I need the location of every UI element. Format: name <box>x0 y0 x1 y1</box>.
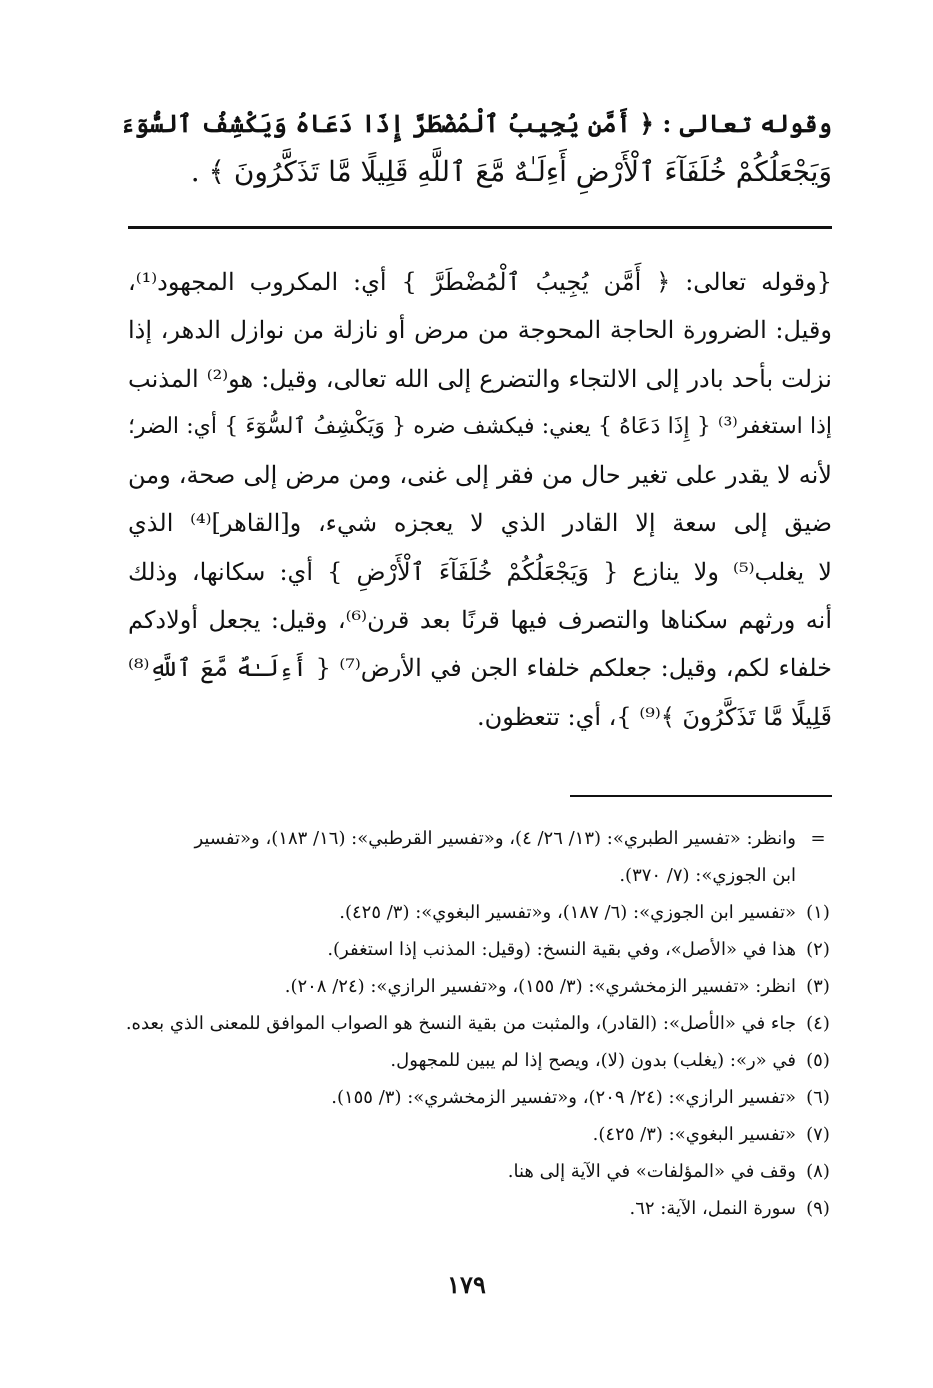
footnote-text: انظر: «تفسير الزمخشري»: (٣/ ١٥٥)، و«تفسير الرازي»: (٢٤/ ٢٠٨). <box>284 976 796 997</box>
footnote-text: وقف في «المؤلفات» في الآية إلى هنا. <box>507 1161 796 1182</box>
footnote-number: (١) <box>806 902 830 923</box>
footnote-number: (٨) <box>806 1161 830 1182</box>
section-divider <box>128 226 832 229</box>
footnote-item <box>120 1116 840 1153</box>
footnote-continuation <box>120 820 840 857</box>
footnote-text: «تفسير البغوي»: (٣/ ٤٢٥). <box>592 1124 796 1145</box>
commentary-line: لأنه لا يقدر على تغير حال من فقر إلى غنى، ومن مرض إلى صحة، ومن <box>128 461 832 490</box>
footnote-text: وانظر: «تفسير الطبري»: (١٣/ ٢٦/ ٤)، و«تفسير القرطبي»: (١٦/ ١٨٣)، و«تفسير <box>194 828 796 849</box>
footnote-item <box>120 1042 840 1079</box>
commentary-line: لا يغلب⁽⁵⁾ ولا ينازع { وَيَجْعَلُكُمْ خُلَفَآءَ ٱلْأَرْضِ } أي: سكانها، وذلك <box>128 557 832 586</box>
commentary-line: خلفاء لكم، وقيل: جعلكم خلفاء الجن في الأرض⁽⁷⁾ { أَءِلَـٰهٌ مَّعَ ٱللَّهِ⁽⁸⁾ <box>128 654 833 683</box>
page-number: ١٧٩ <box>447 1270 486 1299</box>
footnote-item <box>120 1079 840 1116</box>
commentary-line: {وقوله تعالى: ﴿ أَمَّن يُجِيبُ ٱلْمُضْطَرَّ } أي: المكروب المجهود⁽¹⁾، <box>128 268 832 296</box>
footnote-number: (٤) <box>806 1013 830 1034</box>
footnote-number: (٢) <box>806 939 830 960</box>
continuation-marker: = <box>810 828 826 849</box>
verse-line-2: وَيَجْعَلُكُمْ خُلَفَآءَ ٱلْأَرْضِ أَءِلَـٰهٌ مَّعَ ٱللَّهِ قَلِيلًا مَّا تَذَكَّرُونَ ﴾ . <box>190 155 832 188</box>
footnote-number: (٥) <box>806 1050 830 1071</box>
footnote-text: سورة النمل، الآية: ٦٢. <box>629 1198 796 1219</box>
footnote-text: هذا في «الأصل»، وفي بقية النسخ: (وقيل: المذنب إذا استغفر). <box>327 939 796 960</box>
footnote-number: (٧) <box>806 1124 830 1145</box>
footnote-number: (٩) <box>806 1198 830 1219</box>
footnote-divider <box>570 795 832 797</box>
footnote-text: «تفسير ابن الجوزي»: (٦/ ١٨٧)، و«تفسير البغوي»: (٣/ ٤٢٥). <box>339 902 796 923</box>
footnote-number: (٦) <box>806 1087 830 1108</box>
footnote-text: في «ر»: (يغلب) بدون (لا)، ويصح إذا لم يبين للمجهول. <box>390 1050 796 1071</box>
commentary-paragraph <box>128 258 832 741</box>
commentary-line: إذا استغفر⁽³⁾ { إِذَا دَعَاهُ } يعني: فيكشف ضره { وَيَكْشِفُ ٱلسُّوٓءَ } أي: الضر؛ <box>128 413 832 439</box>
commentary-line: نزلت بأحد بادر إلى الالتجاء والتضرع إلى الله تعالى، وقيل: هو⁽²⁾ المذنب <box>128 364 832 393</box>
footnote-item <box>120 1153 840 1190</box>
footnote-item <box>120 1190 840 1227</box>
footnote-continuation-line <box>120 857 840 894</box>
commentary-line: أنه ورثهم سكناها والتصرف فيها قرنًا بعد قرن⁽⁶⁾، وقيل: يجعل أولادكم <box>128 606 832 635</box>
footnote-number: (٣) <box>806 976 830 997</box>
footnote-text: «تفسير الرازي»: (٢٤/ ٢٠٩)، و«تفسير الزمخشري»: (٣/ ١٥٥). <box>331 1087 796 1108</box>
footnote-item <box>120 1005 840 1042</box>
footnote-item <box>120 894 840 931</box>
commentary-line: قَلِيلًا مَّا تَذَكَّرُونَ ﴾⁽⁹⁾ }، أي: تتعظون. <box>477 702 832 731</box>
footnote-text: ابن الجوزي»: (٧/ ٣٧٠). <box>619 865 796 886</box>
commentary-line: ضيق إلى سعة إلا القادر الذي لا يعجزه شيء، و[القاهر]⁽⁴⁾ الذي <box>128 509 832 538</box>
footnote-item <box>120 931 840 968</box>
footnote-text: جاء في «الأصل»: (القادر)، والمثبت من بقية النسخ هو الصواب الموافق للمعنى الذي بعده. <box>125 1013 796 1034</box>
commentary-line: وقيل: الضرورة الحاجة المحوجة من مرض أو نازلة من نوازل الدهر، إذا <box>128 316 832 345</box>
footnote-item <box>120 968 840 1005</box>
quranic-verse-block <box>120 100 832 196</box>
verse-line-1: وقوله تعالى : ﴿ أَمَّن يُجِيبُ ٱلْمُضْطَرَّ إِذَا دَعَاهُ وَيَكْشِفُ ٱلسُّوٓءَ <box>120 109 832 138</box>
footnotes-section <box>120 820 840 1227</box>
